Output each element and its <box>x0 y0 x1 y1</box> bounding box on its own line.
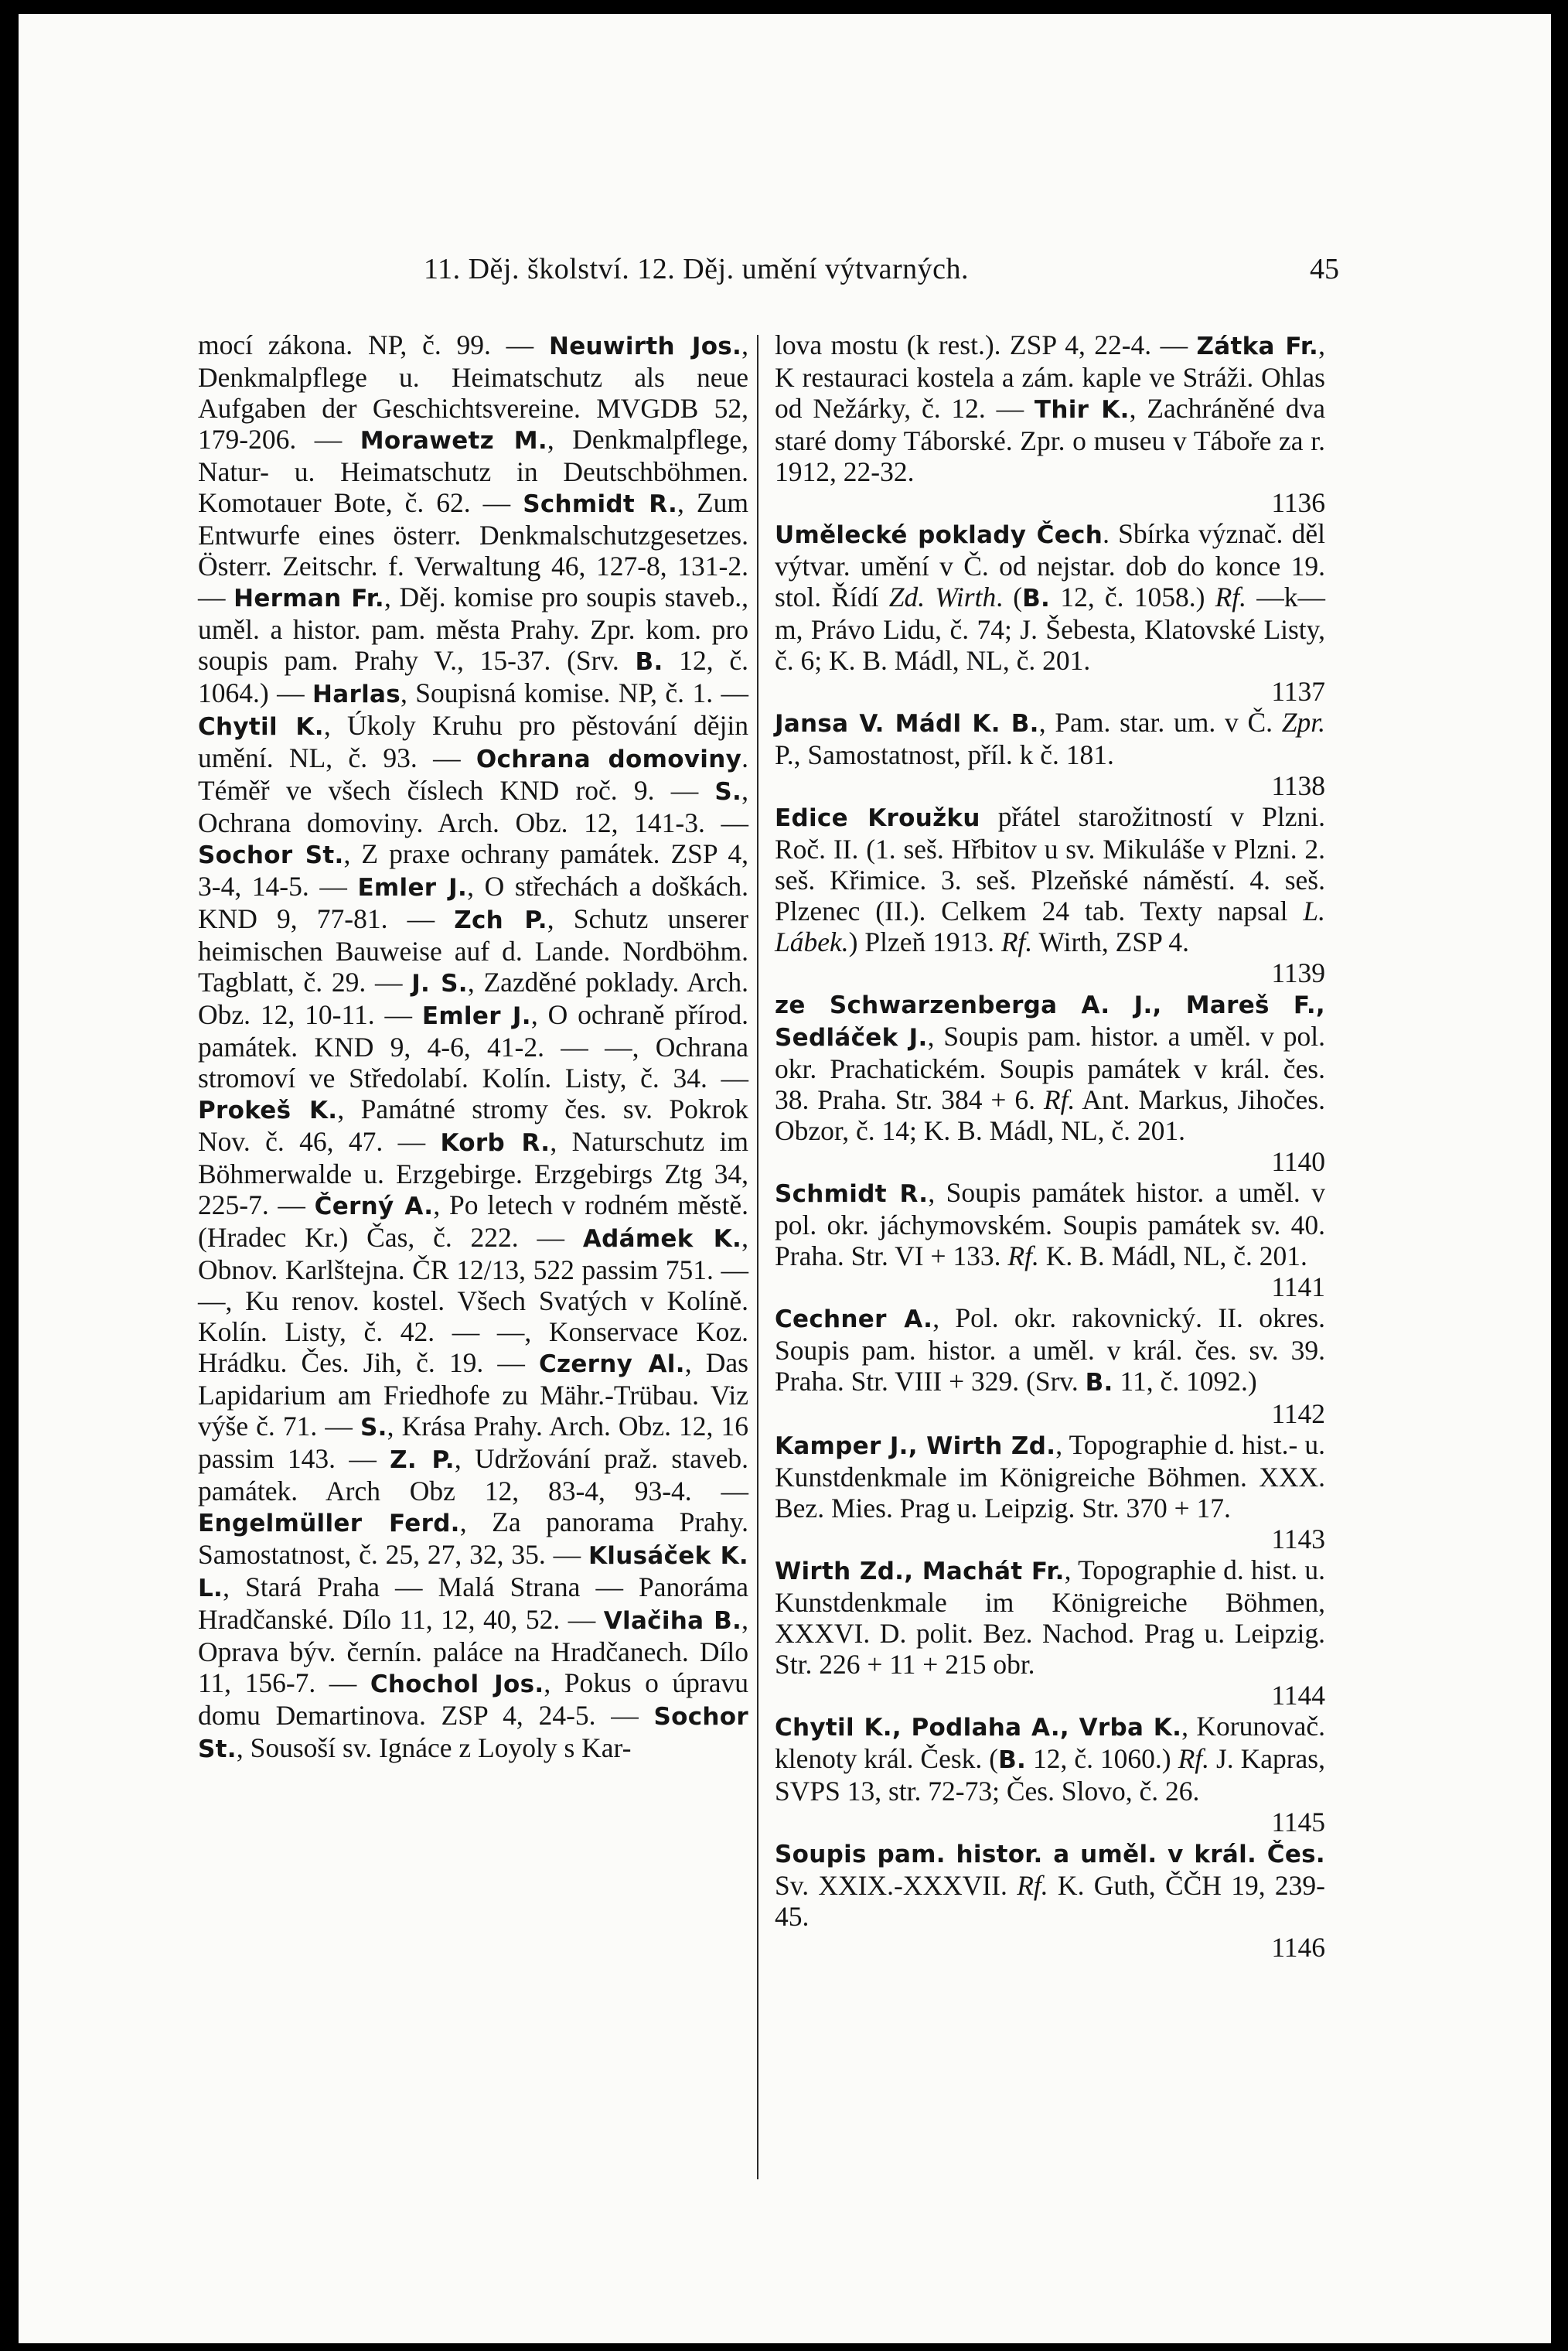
author-name: B. <box>1085 1369 1113 1397</box>
body-text: . ( <box>996 582 1023 612</box>
body-text: , Das Lapidarium am Friedhofe zu Mähr.-Trübau. Viz výše č. 71. — <box>198 1347 748 1442</box>
bibliography-entry <box>775 988 1325 1177</box>
author-name: Chytil K. <box>198 713 324 741</box>
entry-number: 1138 <box>1271 770 1325 801</box>
column-divider <box>757 335 758 2179</box>
author-name: Thir K. <box>1034 396 1130 424</box>
author-name: Sochor St. <box>198 841 344 869</box>
bibliography-entry <box>775 1177 1325 1302</box>
italic-text: Rf. <box>1017 1870 1048 1901</box>
body-text: , Korunovač. klenoty král. Česk. ( <box>775 1711 1325 1774</box>
author-name: Z. P. <box>390 1446 455 1474</box>
entry-number: 1137 <box>1271 676 1325 707</box>
body-text: , Stará Praha — Malá Strana — Panoráma Hradčanské. Dílo 11, 12, 40, 52. — <box>198 1571 748 1635</box>
body-text: , Z praxe ochrany památek. ZSP 4, 3-4, 14-5. — <box>198 838 748 902</box>
author-name: Cechner A. <box>775 1305 933 1333</box>
body-text: , Denkmalpflege u. Heimatschutz als neue Aufgaben der Geschichtsvereine. MVGDB 52, 179-206. — <box>198 329 748 455</box>
entry-number: 1141 <box>1271 1271 1325 1302</box>
entry-number: 1143 <box>1271 1524 1325 1554</box>
author-name: Adámek K. <box>582 1225 742 1253</box>
body-text: Ant. Markus, Jihočes. Obzor, č. 14; K. B. Mádl, NL, č. 201. <box>775 1084 1325 1146</box>
body-text: přátel starožitností v Plzni. Roč. II. (1. seš. Hřbitov u sv. Mikuláše v Plzni. 2. seš. Křimice. 3. seš. Plzeňské náměstí. 4. seš. Plzenec (II.). Celkem 24 tab. Texty napsal <box>775 801 1325 926</box>
body-text: , Úkoly Kruhu pro pěstování dějin umění. NL, č. 93. — <box>198 710 748 773</box>
body-text: , Soupis pam. histor. a uměl. v pol. okr. Prachatickém. Soupis památek v král. čes. 38. Praha. Str. 384 + 6. <box>775 1021 1325 1115</box>
author-name: Kamper J., Wirth Zd. <box>775 1432 1056 1460</box>
author-name: B. <box>1022 585 1051 612</box>
italic-text: Rf. <box>1000 926 1033 957</box>
body-text: , K restauraci kostela a zám. kaple ve Stráži. Ohlas od Nežárky, č. 12. — <box>775 329 1325 424</box>
header-title: 11. Děj. školství. 12. Děj. umění výtvarných. <box>424 253 969 285</box>
author-name: Chytil K., Podlaha A., Vrba K. <box>775 1714 1182 1742</box>
body-text: , Oprava býv. černín. paláce na Hradčanech. Dílo 11, 156-7. — <box>198 1604 748 1698</box>
italic-text: Rf. <box>1043 1084 1075 1115</box>
author-name: Harlas <box>312 681 401 708</box>
author-name: S. <box>714 778 742 806</box>
book-page <box>19 14 1551 2343</box>
italic-text: Rf. <box>1215 582 1247 612</box>
author-name: Edice Kroužku <box>775 804 980 832</box>
bibliography-entry <box>775 1711 1325 1837</box>
body-text: , Zum Entwurfe eines österr. Denkmalschutzgesetzes. Österr. Zeitschr. f. Verwaltung 46, 127-8, 131-2. — <box>198 487 748 612</box>
body-text: P., Samostatnost, příl. k č. 181. <box>775 739 1114 770</box>
bibliography-entry <box>775 1429 1325 1554</box>
author-name: Sochor St. <box>198 1703 748 1763</box>
body-text: , Topographie d. hist. u. Kunstdenkmale im Königreiche Böhmen, XXXVI. D. polit. Bez. Nachod. Prag u. Leipzig. Str. 226 + 11 + 215 obr. <box>775 1554 1325 1680</box>
body-text: , O střechách a doškách. KND 9, 77-81. — <box>198 871 749 934</box>
body-text: 11, č. 1092.) <box>1113 1366 1257 1397</box>
body-text: , Denkmalpflege, Natur- u. Heimatschutz in Deutschböhmen. Komotauer Bote, č. 62. — <box>198 424 748 518</box>
bibliography-entry <box>775 707 1325 801</box>
bibliography-entry <box>775 1837 1325 1963</box>
author-name: B. <box>635 648 663 676</box>
body-text: , O ochraně přírod. památek. KND 9, 4-6, 41-2. — —, Ochrana stromoví ve Středolabí. Kolín. Listy, č. 34. — <box>198 999 748 1094</box>
author-name: Emler J. <box>421 1002 531 1030</box>
author-name: Morawetz M. <box>360 427 547 455</box>
body-text: , Obnov. Karlštejna. ČR 12/13, 522 passim 751. — —, Ku renov. kostel. Všech Svatých v Kolíně. Kolín. Listy, č. 42. — —, Konservace Koz. Hrádku. Čes. Jih, č. 19. — <box>198 1222 748 1378</box>
body-text: . Téměř ve všech číslech KND roč. 9. — <box>198 742 748 806</box>
body-text: , Sousoší sv. Ignáce z Loyoly s Kar- <box>236 1732 632 1763</box>
body-text: , Děj. komise pro soupis staveb., uměl. a histor. pam. města Prahy. Zpr. kom. pro soupis pam. Prahy V., 15-37. (Srv. <box>198 582 749 676</box>
body-text: , Soupis památek histor. a uměl. v pol. okr. jáchymovském. Soupis památek sv. 40. Praha. Str. VI + 133. <box>775 1177 1325 1271</box>
author-name: Wirth Zd., Machát Fr. <box>775 1558 1065 1585</box>
author-name: Zch P. <box>454 906 547 934</box>
entry-number: 1146 <box>1271 1932 1325 1963</box>
author-name: B. <box>998 1746 1027 1774</box>
author-name: Ochrana domoviny <box>476 746 742 773</box>
italic-text: Zpr. <box>1281 707 1325 738</box>
body-text: mocí zákona. NP, č. 99. — <box>198 329 549 360</box>
italic-text: Rf. <box>1007 1240 1039 1271</box>
body-text: , Soupisná komise. NP, č. 1. — <box>400 677 748 708</box>
author-name: Černý A. <box>314 1193 434 1220</box>
author-name: Zátka Fr. <box>1196 333 1319 360</box>
entry-number: 1145 <box>1271 1807 1325 1837</box>
italic-text: Rf. <box>1178 1743 1209 1774</box>
entry-number: 1139 <box>1271 957 1325 988</box>
author-name: ze Schwarzenberga A. J., Mareš F., Sedláček J. <box>775 991 1325 1052</box>
bibliography-entry <box>775 329 1325 518</box>
body-text: , Pokus o úpravu domu Demartinova. ZSP 4, 24-5. — <box>198 1667 748 1731</box>
author-name: Korb R. <box>440 1129 551 1157</box>
body-text: ) Plzeň 1913. <box>848 926 1001 957</box>
body-text: K. B. Mádl, NL, č. 201. <box>1038 1240 1307 1271</box>
body-text: , Památné stromy čes. sv. Pokrok Nov. č. 46, 47. — <box>198 1094 749 1157</box>
body-text: , Zachráněné dva staré domy Táborské. Zpr. o museu v Táboře za r. 1912, 22-32. <box>775 393 1325 487</box>
italic-text: Zd. Wirth <box>888 582 997 612</box>
author-name: Schmidt R. <box>775 1180 929 1208</box>
body-text: 12, č. 1064.) — <box>198 645 748 708</box>
body-text: , Pam. star. um. v Č. <box>1038 707 1282 738</box>
left-column-text <box>198 329 748 1765</box>
body-text: lova mostu (k rest.). ZSP 4, 22-4. — <box>775 329 1197 360</box>
page-number: 45 <box>1310 253 1339 285</box>
entry-number: 1144 <box>1271 1680 1325 1711</box>
body-text: , Za panorama Prahy. Samostatnost, č. 25, 27, 32, 35. — <box>198 1506 748 1570</box>
author-name: S. <box>360 1414 387 1442</box>
author-name: Emler J. <box>357 874 468 902</box>
bibliography-entry <box>775 518 1325 707</box>
author-name: Umělecké poklady Čech <box>775 521 1103 549</box>
author-name: Soupis pam. histor. a uměl. v král. Čes. <box>775 1841 1325 1868</box>
body-text: J. Kapras, SVPS 13, str. 72-73; Čes. Slovo, č. 26. <box>775 1743 1325 1807</box>
body-text: Wirth, ZSP 4. <box>1032 926 1190 957</box>
author-name: Vlačiha B. <box>603 1607 742 1635</box>
body-text: , Krása Prahy. Arch. Obz. 12, 16 passim 143. — <box>198 1411 748 1474</box>
author-name: J. S. <box>411 970 468 998</box>
author-name: Czerny Al. <box>538 1350 685 1378</box>
author-name: Chochol Jos. <box>370 1670 544 1698</box>
entry-number: 1140 <box>1271 1146 1325 1177</box>
body-text: , Po letech v rodném městě. (Hradec Kr.) Čas, č. 222. — <box>198 1189 748 1253</box>
italic-text: L. Lábek. <box>775 896 1325 957</box>
body-text: 12, č. 1060.) <box>1026 1743 1178 1774</box>
author-name: Klusáček K. L. <box>198 1542 748 1602</box>
author-name: Neuwirth Jos. <box>548 333 742 360</box>
body-text: , Naturschutz im Böhmerwalde u. Erzgebirge. Erzgebirgs Ztg 34, 225-7. — <box>198 1126 748 1220</box>
bibliography-entry <box>775 1554 1325 1711</box>
body-text: K. Guth, ČČH 19, 239-45. <box>775 1870 1326 1932</box>
body-text: , Ochrana domoviny. Arch. Obz. 12, 141-3. — <box>198 775 748 838</box>
body-text: , Schutz unserer heimischen Bauweise auf d. Lande. Nordböhm. Tagblatt, č. 29. — <box>198 903 749 998</box>
bibliography-entry <box>775 1302 1325 1429</box>
bibliography-entry <box>775 801 1325 988</box>
body-text: , Topographie d. hist.- u. Kunstdenkmale im Königreiche Böhmen. XXX. Bez. Mies. Prag u. Leipzig. Str. 370 + 17. <box>775 1429 1325 1524</box>
author-name: Engelmüller Ferd. <box>198 1510 460 1537</box>
body-text: —k— m, Právo Lidu, č. 74; J. Šebesta, Klatovské Listy, č. 6; K. B. Mádl, NL, č. 201. <box>775 582 1326 676</box>
body-text: , Udržování praž. staveb. památek. Arch Obz 12, 83-4, 93-4. — <box>198 1443 748 1506</box>
running-header <box>198 252 1339 302</box>
body-text: . Sbírka význač. děl výtvar. umění v Č. od nejstar. dob do konce 19. stol. Řídí <box>775 518 1325 612</box>
body-text: 12, č. 1058.) <box>1050 582 1215 612</box>
body-text: Sv. XXIX.-XXXVII. <box>775 1870 1017 1901</box>
entry-number: 1142 <box>1271 1398 1325 1429</box>
author-name: Jansa V. Mádl K. B. <box>775 710 1039 738</box>
author-name: Schmidt R. <box>523 490 678 518</box>
right-column <box>775 329 1325 1963</box>
left-column <box>198 329 748 1765</box>
author-name: Herman Fr. <box>233 585 384 612</box>
body-text: , Zazděné poklady. Arch. Obz. 12, 10-11. — <box>198 967 748 1030</box>
binding-edge-mark <box>0 31 11 116</box>
body-text: , Pol. okr. rakovnický. II. okres. Soupis pam. histor. a uměl. v král. čes. sv. 39. Praha. Str. VIII + 329. (Srv. <box>775 1302 1325 1397</box>
entry-number: 1136 <box>1271 487 1325 518</box>
author-name: Prokeš K. <box>198 1097 338 1124</box>
